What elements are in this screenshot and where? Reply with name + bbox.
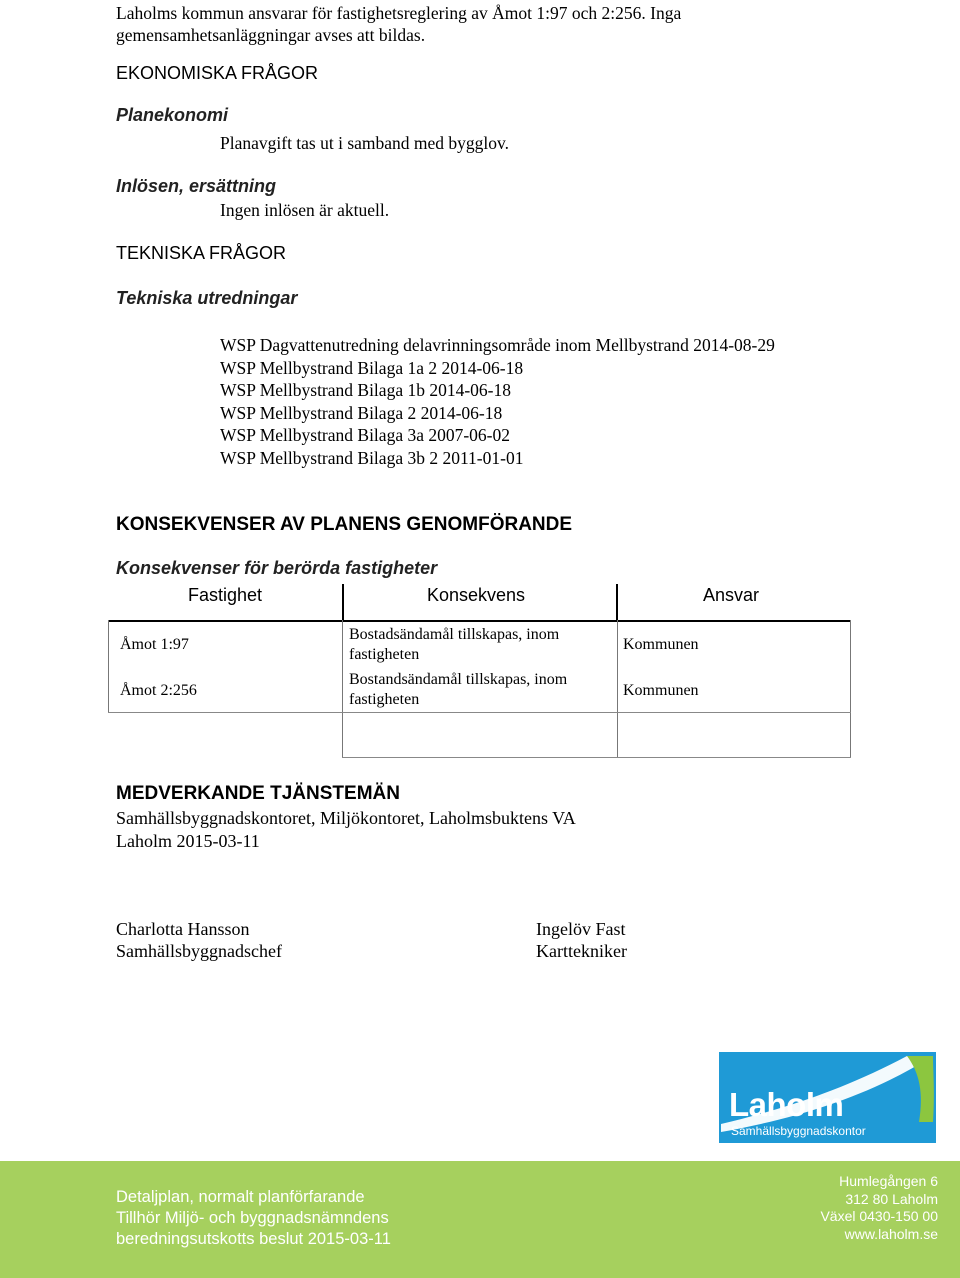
signatory-1 — [116, 918, 282, 962]
consequence-line: fastigheten — [349, 691, 420, 708]
intro-line-1: Laholms kommun ansvarar för fastighetsreglering av Åmot 1:97 och 2:256. Inga — [116, 3, 682, 23]
column-header-property: Fastighet — [188, 585, 263, 605]
footer-line: beredningsutskotts beslut 2015-03-11 — [116, 1230, 391, 1248]
plan-economy-heading: Planekonomi — [116, 105, 229, 125]
consequence-line: Bostandsändamål tillskapas, inom — [349, 671, 568, 688]
footer-phone: Växel 0430-150 00 — [820, 1208, 938, 1224]
footer-postal: 312 80 Laholm — [845, 1190, 938, 1207]
plan-economy-text: Planavgift tas ut i samband med bygglov. — [220, 133, 510, 153]
table-cell-responsible: Kommunen — [623, 636, 699, 653]
footer-plan-info — [116, 1187, 391, 1250]
footer-line: Tillhör Miljö- och byggnadsnämndens — [116, 1209, 389, 1227]
footer-line: Detaljplan, normalt planförfarande — [116, 1188, 365, 1206]
table-border — [850, 620, 851, 758]
signatory-name: Charlotta Hansson — [116, 919, 250, 939]
table-row-rule — [342, 757, 851, 758]
technical-heading: TEKNISKA FRÅGOR — [116, 243, 287, 263]
intro-paragraph — [116, 2, 681, 46]
technical-investigations-heading: Tekniska utredningar — [116, 288, 298, 308]
staff-heading: MEDVERKANDE TJÄNSTEMÄN — [116, 783, 400, 804]
report-item: WSP Dagvattenutredning delavrinningsområde inom Mellbystrand 2014-08-29 — [220, 335, 775, 355]
table-border — [342, 620, 343, 758]
report-item: WSP Mellbystrand Bilaga 1a 2 2014-06-18 — [220, 357, 524, 378]
report-item: WSP Mellbystrand Bilaga 2 2014-06-18 — [220, 402, 503, 423]
table-cell-consequence — [349, 625, 559, 665]
report-item: WSP Mellbystrand Bilaga 3b 2 2011-01-01 — [220, 447, 524, 468]
table-cell-property: Åmot 2:256 — [120, 682, 197, 699]
signatory-name: Ingelöv Fast — [536, 919, 626, 939]
table-divider — [342, 584, 344, 622]
intro-line-2: gemensamhetsanläggningar avses att bildas. — [116, 25, 426, 45]
table-row-rule — [108, 712, 851, 713]
redemption-heading: Inlösen, ersättning — [116, 176, 277, 196]
table-cell-property: Åmot 1:97 — [120, 636, 189, 653]
economic-heading: EKONOMISKA FRÅGOR — [116, 63, 319, 83]
report-item: WSP Mellbystrand Bilaga 1b 2014-06-18 — [220, 380, 511, 400]
consequences-subheading: Konsekvenser för berörda fastigheter — [116, 558, 438, 578]
table-divider — [616, 584, 618, 622]
signatory-title: Karttekniker — [536, 941, 627, 961]
table-cell-responsible: Kommunen — [623, 682, 699, 699]
footer-contact — [820, 1173, 938, 1243]
footer-website: www.laholm.se — [844, 1225, 938, 1242]
signatory-title: Samhällsbyggnadschef — [116, 941, 282, 961]
table-border — [617, 620, 618, 758]
consequence-line: Bostadsändamål tillskapas, inom — [349, 626, 560, 643]
redemption-text: Ingen inlösen är aktuell. — [220, 200, 390, 220]
consequence-line: fastigheten — [349, 646, 420, 663]
column-header-consequence: Konsekvens — [427, 585, 526, 605]
logo-name: Laholm — [729, 1086, 844, 1123]
signatory-2 — [536, 918, 627, 962]
table-header-rule — [108, 620, 851, 622]
laholm-logo — [719, 1052, 936, 1143]
report-item: WSP Mellbystrand Bilaga 3a 2007-06-02 — [220, 425, 511, 445]
report-list — [220, 334, 775, 469]
place-date: Laholm 2015-03-11 — [116, 831, 260, 851]
column-header-responsible: Ansvar — [703, 585, 760, 605]
page-footer — [0, 1161, 960, 1278]
table-border — [108, 620, 109, 713]
logo-subtitle: Samhällsbyggnadskontor — [731, 1124, 866, 1138]
consequences-heading: KONSEKVENSER AV PLANENS GENOMFÖRANDE — [116, 514, 573, 535]
footer-address: Humlegången 6 — [839, 1173, 938, 1189]
table-cell-consequence — [349, 670, 567, 710]
staff-offices: Samhällsbyggnadskontoret, Miljökontoret, Laholmsbuktens VA — [116, 808, 576, 828]
